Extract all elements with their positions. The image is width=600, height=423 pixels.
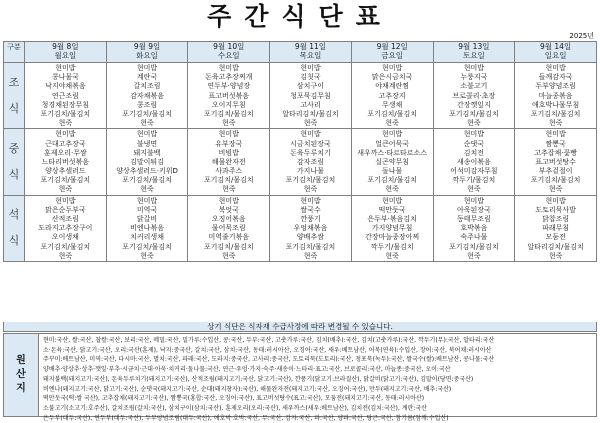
menu-cell xyxy=(351,63,433,129)
menu-item: 어석미감자무침 xyxy=(450,167,498,176)
menu-cell xyxy=(188,129,270,195)
day-date: 9월 13일 xyxy=(458,42,490,51)
menu-item: 시금치된장국 xyxy=(290,139,331,148)
menu-item: 현미밥 xyxy=(136,64,158,72)
meal-label xyxy=(4,129,25,195)
menu-item: 현죽 xyxy=(303,119,318,128)
menu-item: 현미밥 xyxy=(545,196,566,205)
day-weekday: 수요일 xyxy=(217,51,240,60)
menu-item: 현죽 xyxy=(467,185,481,194)
menu-item: 훈제오리·무쌈 xyxy=(43,148,87,157)
menu-cell xyxy=(515,63,597,129)
menu-item: 현죽 xyxy=(140,251,154,260)
menu-item: 청포묵김무침 xyxy=(290,91,331,100)
menu-item: 포기김치/물김치 xyxy=(367,109,418,118)
menu-item: 삼치구이 xyxy=(296,82,324,91)
origin-line: 소·돈육:국산, 닭고기:국산, 오리:국산(훈제), 낙지:중국산, 갈치:국산, 삼치:국산, 동태:러시아산, 오징어:국산, 새우:베트남산, 어묵(연육):수입산, 장어:국산, 북어채:러시아산 xyxy=(43,346,492,354)
origin-line: 현미:국산, 쌀:국산, 찹쌀:국산, 보리:국산, 메밀:국산, 밀가루:수입산, 콩:국산, 두부:국산, 고춧가루:국산, 김치(배추):국산, 김치(고춧가루):국산, 깍두기(무):국산, 알타리:국산 xyxy=(43,337,495,344)
menu-item: 현미밥 xyxy=(55,196,76,205)
menu-item: 물어묵조림 xyxy=(211,224,246,233)
menu-item: 포기김치/물김치 xyxy=(40,109,91,118)
meal-label-char: 중 xyxy=(8,141,20,155)
menu-cell xyxy=(433,63,515,129)
meal-label xyxy=(4,63,25,129)
menu-item: 현미밥 xyxy=(382,64,403,72)
menu-item: 포기김치/물김치 xyxy=(285,176,336,185)
menu-item: 연근조림 xyxy=(51,91,79,100)
menu-item: 북엇국 xyxy=(218,205,239,214)
menu-item: 김말이튀김 xyxy=(130,157,164,166)
menu-item: 현죽 xyxy=(385,251,399,260)
menu-item: 새송이볶음 xyxy=(456,157,491,166)
menu-item: 고추잡채·꽃빵 xyxy=(534,148,578,157)
menu-item: 포기김치/물김치 xyxy=(367,176,418,185)
menu-item: 해물완자전 xyxy=(211,157,246,166)
day-weekday: 토요일 xyxy=(462,51,485,60)
menu-cell xyxy=(25,63,107,129)
menu-item: 브로콜리·초장 xyxy=(452,91,496,100)
menu-item: 사과주스 xyxy=(215,167,243,176)
menu-item: 콩나물국 xyxy=(51,73,79,82)
menu-item: 돈육두루치기 xyxy=(290,148,331,157)
day-date: 9월 8일 xyxy=(52,42,79,51)
menu-cell xyxy=(270,195,352,261)
menu-item: 돈육고추장찌개 xyxy=(205,73,253,82)
menu-cell xyxy=(25,195,107,261)
menu-item: 포기김치/물김치 xyxy=(122,176,172,185)
menu-item: 표고버섯탕수 xyxy=(535,157,576,166)
day-date: 9월 11일 xyxy=(294,42,327,51)
meal-row xyxy=(4,195,597,261)
meal-label-char: 식 xyxy=(8,234,20,248)
origin-section xyxy=(3,333,597,422)
day-weekday: 화요일 xyxy=(136,51,158,60)
menu-item: 포기김치/물김치 xyxy=(122,109,172,118)
menu-item: 현미밥 xyxy=(382,130,403,139)
menu-item: 야채계란찜 xyxy=(375,82,410,91)
menu-item: 파래무침 xyxy=(542,224,570,233)
menu-item: 현죽 xyxy=(548,251,563,260)
menu-item: 포기김치/물김치 xyxy=(40,242,91,251)
menu-item: 현미밥 xyxy=(300,196,321,205)
menu-item: 현죽 xyxy=(467,251,481,260)
menu-item: 가지나물 xyxy=(296,167,324,176)
menu-item: 현죽 xyxy=(140,119,154,128)
meal-row xyxy=(4,129,597,195)
menu-item: 숙주나물 xyxy=(460,233,488,242)
origin-line: 은두부(대두:국산), 연두부(대두:국산), 두부양념조림(대두:국산), 애호박·호박:국산, 무:국산, 감자:국산, 파:국산, 양파:국산, 당근:국산, 참기름(참깨:수입산) xyxy=(43,414,449,422)
day-date: 9월 14일 xyxy=(540,42,572,51)
menu-item: 현미밥 xyxy=(545,130,566,139)
menu-cell xyxy=(433,129,515,195)
day-header xyxy=(515,42,597,63)
menu-item: 오이생채 xyxy=(51,233,79,242)
menu-item: 느타리버섯볶음 xyxy=(41,157,90,166)
menu-cell xyxy=(515,129,597,195)
menu-item: 실곤약무침 xyxy=(375,157,410,166)
menu-item: 간장마늘종장아찌 xyxy=(365,233,420,242)
menu-item: 근대고추장국 xyxy=(45,139,86,148)
day-weekday: 월요일 xyxy=(54,51,77,60)
day-weekday: 금요일 xyxy=(381,51,404,60)
menu-item: 포기김치/물김치 xyxy=(203,176,254,185)
menu-item: 포기김치/물김치 xyxy=(285,242,336,251)
menu-item: 포기김치/물김치 xyxy=(203,109,254,118)
menu-cell xyxy=(270,129,352,195)
menu-item: 양상추샐러드·키위D xyxy=(116,167,178,176)
menu-item: 현죽 xyxy=(58,119,73,128)
menu-item: 낙지야채볶음 xyxy=(45,82,86,91)
menu-cell xyxy=(106,129,188,195)
menu-cell xyxy=(515,195,597,261)
menu-header-row xyxy=(4,42,597,63)
menu-item: 누룽지국 xyxy=(460,73,488,82)
menu-item: 계란국 xyxy=(136,73,158,82)
menu-item: 산적조림 xyxy=(51,215,79,223)
origin-line: 양배추·양상추·상추·깻잎·부추·시금치·근대·아욱·치커리·돌나물:국산, 연근·우엉·가지·숙주·새송이·느타리·표고:국산, 브로콜리:국산, 마늘종:중국산, 오이:국산 xyxy=(43,366,451,374)
menu-cell xyxy=(106,63,188,129)
day-date: 9월 9일 xyxy=(133,42,161,51)
year-label: 2025년 xyxy=(569,32,594,40)
menu-item: 현미밥 xyxy=(218,64,239,72)
menu-item: 맑은시금치국 xyxy=(371,73,413,82)
origin-label-char: 산 xyxy=(16,369,26,380)
menu-item: 포기김치/물김치 xyxy=(122,242,172,251)
menu-item: 포기김치/물김치 xyxy=(530,109,581,118)
menu-item: 현미밥 xyxy=(463,130,485,139)
menu-item: 우엉채볶음 xyxy=(293,224,328,233)
menu-cell xyxy=(433,195,515,261)
menu-item: 오징어볶음 xyxy=(211,215,246,223)
menu-item: 현미밥 xyxy=(136,130,158,139)
menu-cell xyxy=(270,63,352,129)
menu-item: 현죽 xyxy=(548,119,563,128)
menu-item: 현죽 xyxy=(303,251,318,260)
origin-line: 떡만둣국(떡:쌀 국산), 고추잡채(돼지고기:국산), 짬뽕국(홍합:국산, 오징어:국산), 표고버섯탕수(표고:국산), 모둠전(돼지고기:국산, 동태:러시아산) xyxy=(43,395,425,403)
meal-label-char: 식 xyxy=(8,167,20,181)
day-header xyxy=(25,42,107,63)
menu-item: 고추장지 xyxy=(378,91,406,100)
menu-item: 현죽 xyxy=(58,251,73,260)
day-header xyxy=(106,42,188,63)
menu-item: 현미밥 xyxy=(300,130,321,139)
menu-item: 김칫국 xyxy=(300,73,321,82)
origin-line: 돼지불백(돼지고기:국산), 돈육두루치기(돼지고기:국산), 산적조림(돼지고기:국산, 닭고기:국산), 깐풍기(닭고기:브라질산), 닭갈비(닭고기:국산), 김말이(당면:중국산) xyxy=(43,375,474,383)
origin-label xyxy=(4,334,39,416)
menu-item: 미역국 xyxy=(136,205,158,214)
menu-item: 현죽 xyxy=(467,119,481,128)
origin-body xyxy=(39,334,596,422)
menu-item: 닭갈비 xyxy=(136,215,158,223)
menu-item: 양상추샐러드 xyxy=(45,167,86,176)
menu-item: 무생채 xyxy=(382,100,403,109)
menu-item: 오이지무침 xyxy=(211,100,246,109)
menu-item: 비빔밥 xyxy=(218,148,239,157)
menu-item: 갈치조림 xyxy=(133,82,161,91)
meal-label-char: 석 xyxy=(8,208,20,222)
menu-item: 불냉면 xyxy=(136,139,158,148)
menu-item: 청경채된장무침 xyxy=(41,100,90,109)
menu-item: 짬뽕국 xyxy=(545,139,566,148)
menu-item: 도토리묵사발 xyxy=(535,205,576,214)
menu-item: 아욱된장국 xyxy=(456,205,491,214)
menu-item: 도라지고추장구이 xyxy=(38,224,93,233)
menu-item: 포기김치/물김치 xyxy=(203,242,254,251)
origin-label-char: 지 xyxy=(16,383,26,394)
menu-item: 소불고기 xyxy=(460,82,488,91)
menu-item: 돌나물 xyxy=(382,167,403,176)
notice-banner: 상기 식단은 식자재 수급사정에 따라 변경될 수 있습니다. xyxy=(3,322,597,332)
menu-item: 돼지불백 xyxy=(133,148,161,157)
menu-item: 현죽 xyxy=(385,185,399,194)
menu-item: 현죽 xyxy=(548,185,563,194)
menu-item: 새우까스·타르타르소스 xyxy=(357,148,428,157)
menu-item: 현죽 xyxy=(303,185,318,194)
weekly-menu-table xyxy=(3,41,597,262)
menu-item: 표고버섯볶음 xyxy=(208,91,250,100)
day-header xyxy=(433,42,515,63)
menu-item: 포기김치/물김치 xyxy=(40,176,91,185)
menu-item: 들깨감자국 xyxy=(538,73,573,82)
menu-item: 은두부·볶음김치 xyxy=(367,215,417,223)
menu-item: 현죽 xyxy=(385,119,399,128)
menu-item: 두부양념조림 xyxy=(535,82,576,91)
day-weekday: 일요일 xyxy=(544,51,567,60)
menu-item: 동태무조림 xyxy=(456,215,491,223)
corner-label: 구분 xyxy=(4,42,25,63)
menu-item: 순댓국 xyxy=(463,139,485,148)
menu-item: 포기김치/물김치 xyxy=(449,242,499,251)
menu-item: 모둠전 xyxy=(545,233,566,242)
menu-item: 떡만둣국 xyxy=(378,205,406,214)
menu-item: 콩조림 xyxy=(136,100,158,109)
menu-item: 치커리생채 xyxy=(130,233,164,242)
origin-label-char: 원 xyxy=(16,355,26,366)
menu-item: 깍두기/물김치 xyxy=(370,242,414,251)
menu-item: 현미밥 xyxy=(55,130,76,139)
menu-item: 현죽 xyxy=(140,185,154,194)
menu-item: 연두부·양념장 xyxy=(207,82,251,91)
origin-line: 소불고기(소고기:호주산), 갈치조림(갈치:국산), 삼치구이(삼치:국산), 훈제오리(오리:국산), 새우까스(새우:베트남산), 김치전(김치:국산), 계란:국산 xyxy=(43,404,427,412)
meal-label-char: 식 xyxy=(8,101,20,115)
menu-item: 현죽 xyxy=(221,251,236,260)
menu-item: 현죽 xyxy=(221,119,236,128)
meal-label-char: 조 xyxy=(8,75,20,89)
menu-item: 포기김치/물김치 xyxy=(530,176,581,185)
menu-item: 부추겉절이 xyxy=(538,167,573,176)
menu-item: 깍두기/물김치 xyxy=(452,176,496,185)
menu-item: 현죽 xyxy=(221,185,236,194)
menu-item: 호박볶음 xyxy=(460,224,488,233)
menu-cell xyxy=(25,129,107,195)
menu-item: 가지양념무침 xyxy=(371,224,413,233)
menu-cell xyxy=(351,129,433,195)
menu-item: 현미밥 xyxy=(136,196,158,205)
menu-item: 양배추쌈 xyxy=(296,233,324,242)
menu-cell xyxy=(351,195,433,261)
menu-item: 쌀국수 xyxy=(300,205,321,214)
day-date: 9월 10일 xyxy=(213,42,245,51)
menu-item: 현죽 xyxy=(58,185,73,194)
origin-line: 비엔나(돼지고기:국산, 닭고기:국산), 순댓국(돼지고기:국산, 순대(돼지창자):국산), 해물완자전(돼지고기:국산, 오징어:국산), 만두(돼지고기:국산, 배추:국산) xyxy=(43,385,452,393)
menu-item: 감자채볶음 xyxy=(130,91,164,100)
menu-item: 간장깻잎지 xyxy=(456,100,491,109)
menu-item: 미역줄기볶음 xyxy=(208,233,250,242)
menu-item: 현미밥 xyxy=(218,196,239,205)
day-date: 9월 12일 xyxy=(376,42,408,51)
menu-item: 현미밥 xyxy=(300,64,321,72)
menu-item: 현미밥 xyxy=(463,196,485,205)
day-header xyxy=(188,42,270,63)
menu-item: 알타리김치/물김치 xyxy=(282,109,339,118)
menu-item: 현미밥 xyxy=(545,64,566,72)
menu-item: 김치전 xyxy=(463,148,485,157)
menu-item: 애호박나물무침 xyxy=(531,100,580,109)
menu-item: 깐풍기 xyxy=(300,215,321,223)
menu-cell xyxy=(106,195,188,261)
menu-item: 마늘종볶음 xyxy=(538,91,573,100)
origin-line: 주꾸미:베트남산, 미역:국산, 다시마:국산, 멸치:국산, 파래:국산, 도라지:중국산, 고사리:중국산, 도토리묵(도토리):국산, 청포묵(녹두):국산, 쌀국수(쌀):베트남산, 콩나물:국산 xyxy=(43,356,495,364)
day-weekday: 목요일 xyxy=(299,51,322,60)
menu-item: 현미밥 xyxy=(55,64,76,72)
menu-item: 얼큰어묵국 xyxy=(375,139,410,148)
meal-row xyxy=(4,63,597,129)
meal-label xyxy=(4,195,25,261)
menu-item: 유부장국 xyxy=(215,139,243,148)
menu-cell xyxy=(188,195,270,261)
menu-item: 포기김치/물김치 xyxy=(449,109,499,118)
menu-item: 알타리김치/물김치 xyxy=(527,242,584,251)
menu-cell xyxy=(188,63,270,129)
menu-item: 고사리 xyxy=(300,100,321,109)
menu-item: 현미밥 xyxy=(463,64,485,72)
menu-item: 감자조림 xyxy=(296,157,324,166)
day-header xyxy=(351,42,433,63)
menu-item: 비엔나볶음 xyxy=(130,224,164,233)
menu-item: 현미밥 xyxy=(218,130,239,139)
menu-item: 닭찹조림 xyxy=(542,215,570,223)
day-header xyxy=(270,42,352,63)
menu-item: 현미밥 xyxy=(382,196,403,205)
page-title: 주간식단표 xyxy=(207,2,393,31)
menu-item: 맑은순두부국 xyxy=(45,205,86,214)
